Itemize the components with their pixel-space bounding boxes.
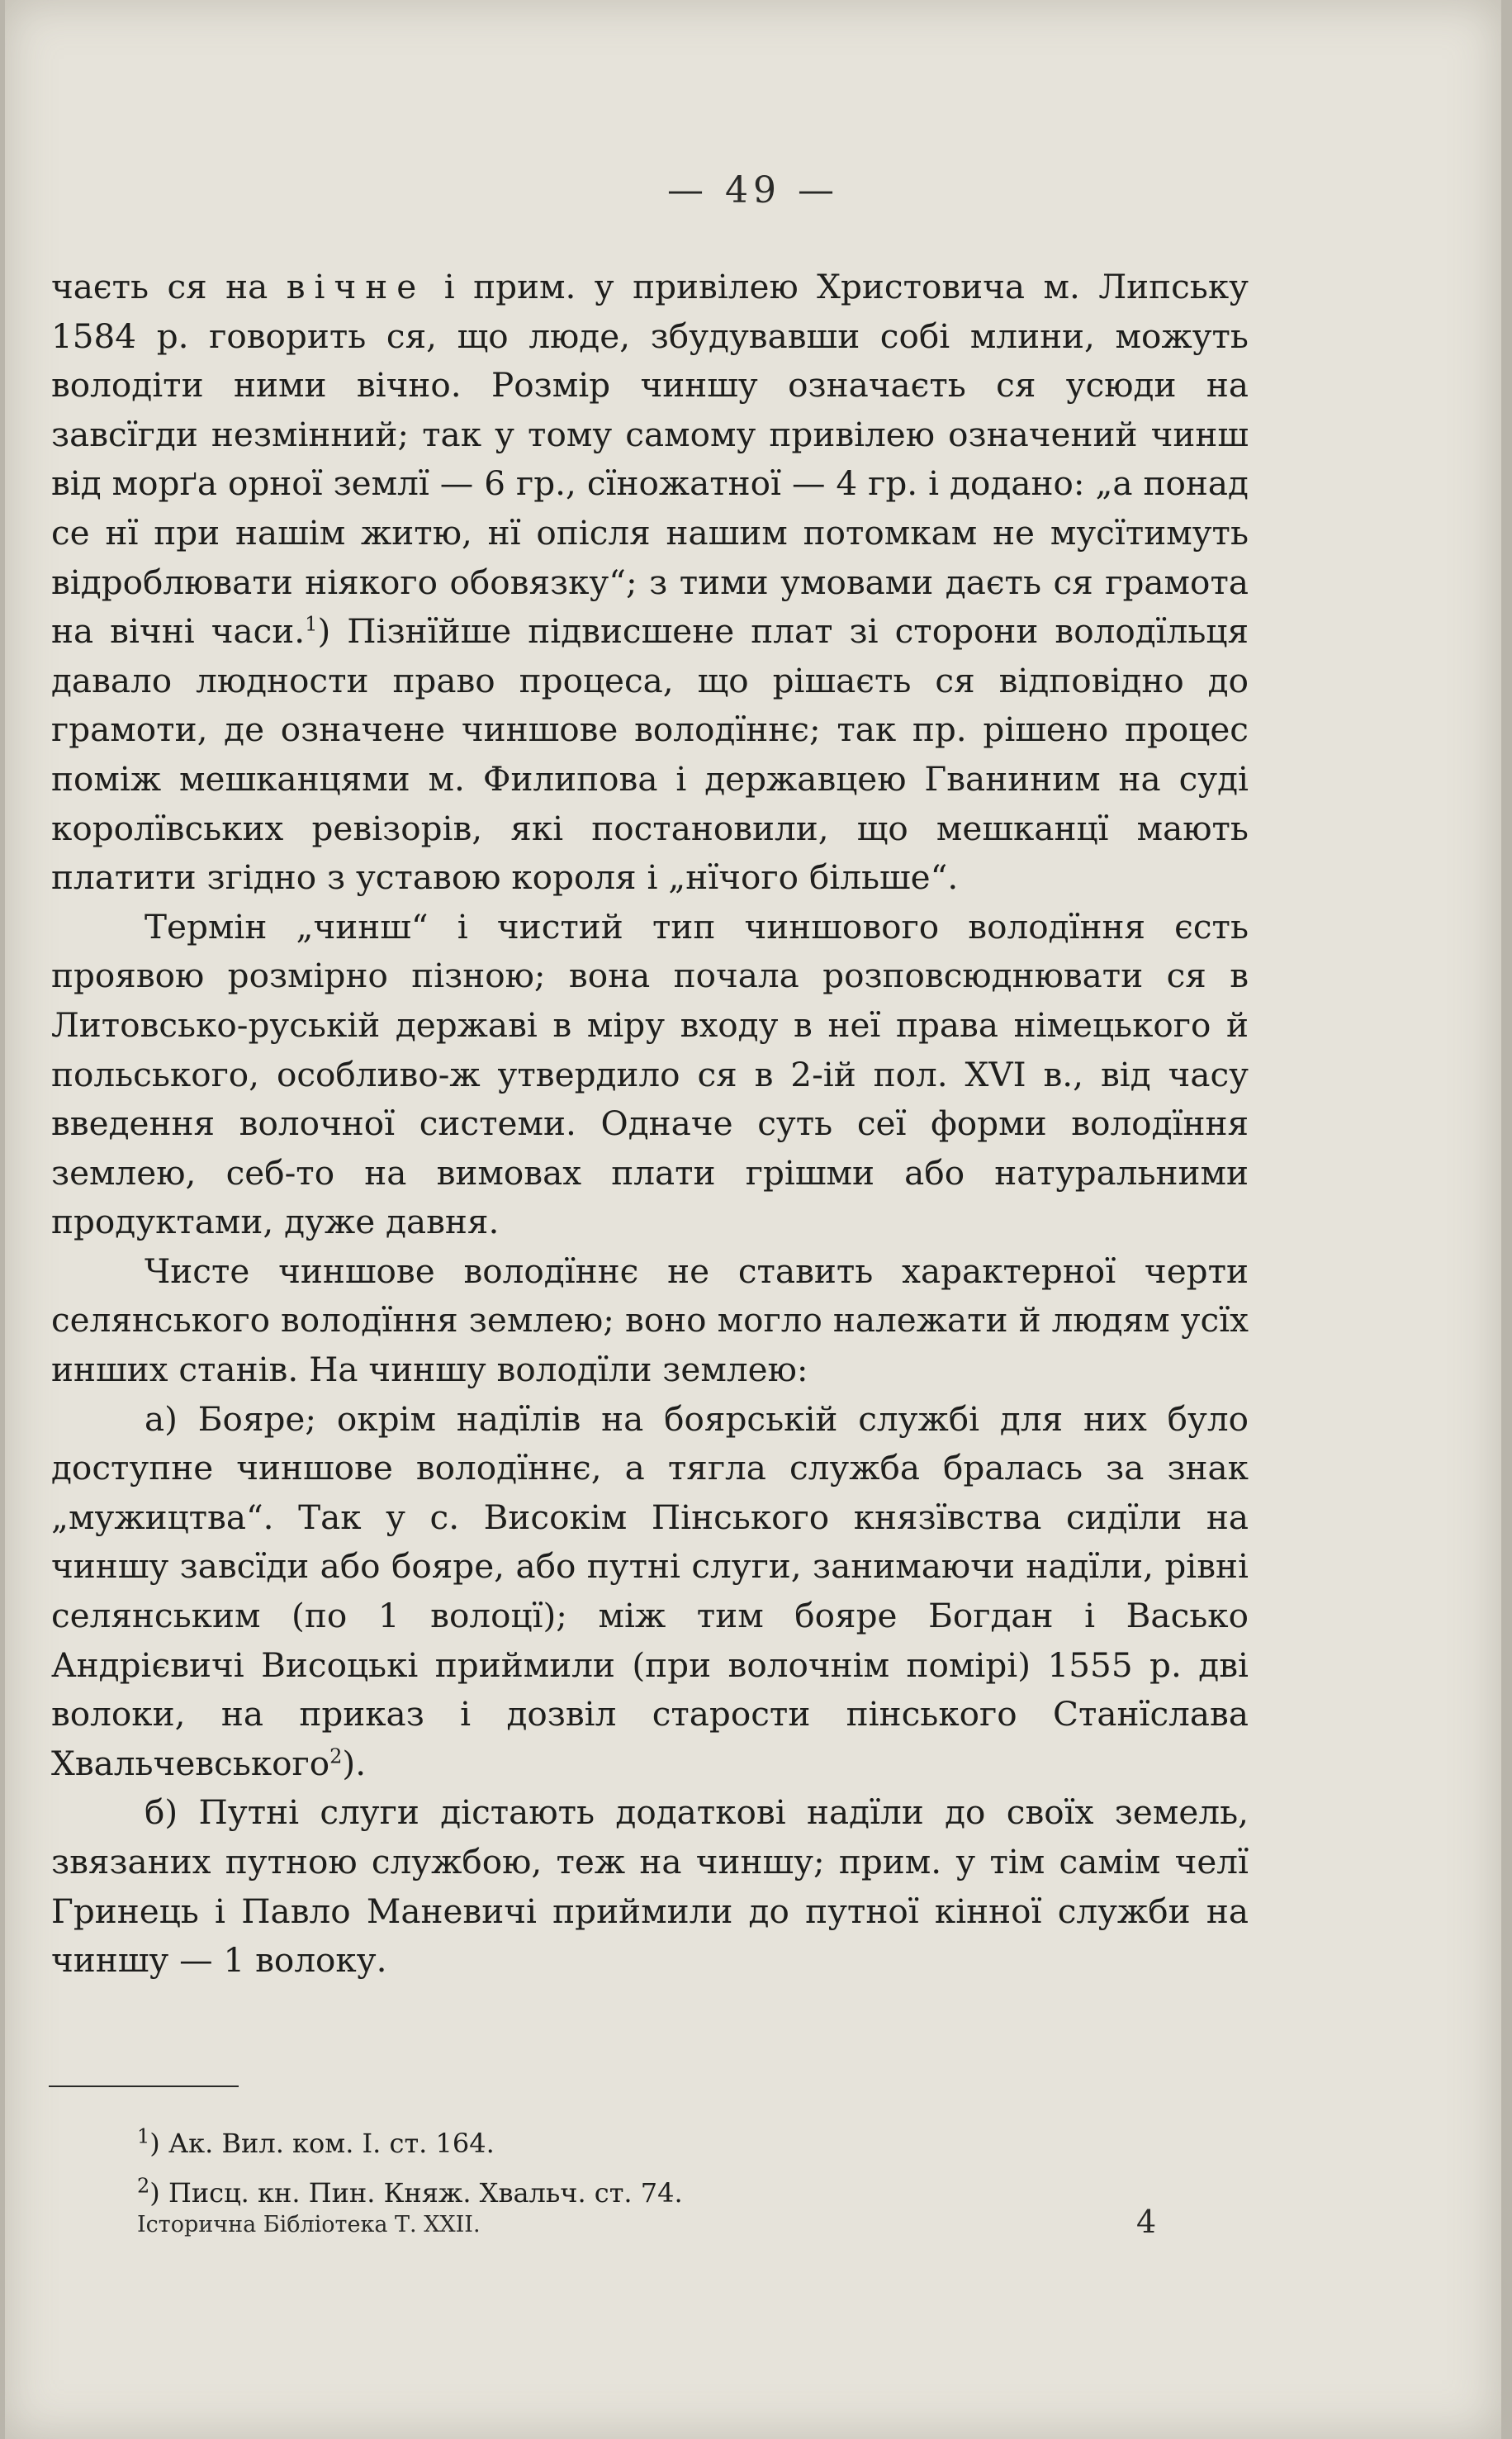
text-run: Чисте чиншове володїннє не ставить характерної черти селянського володїння землею; воно могло належати й людям усїх инших станів. На чиншу володїли землею:: [51, 1250, 1249, 1390]
footnote-mark: 1: [137, 2124, 150, 2148]
footnote: [137, 2119, 683, 2168]
spaced-emphasis: вічне: [286, 267, 426, 306]
footnote-text: ) Писц. кн. Пин. Княж. Хвальч. ст. 74.: [149, 2177, 683, 2209]
text-run: ).: [342, 1743, 367, 1783]
text-run: чаєть ся на: [51, 267, 287, 306]
book-page: [5, 0, 1501, 2439]
footer-series-title: Історична Бібліотека Т. XXII.: [137, 2212, 481, 2237]
body-text: [51, 263, 1249, 1986]
text-run: і прим. у привілею Христовича м. Липську 1584 р. говорить ся, що люде, збудувавши собі млини, можуть володіти ними вічно. Розмір чиншу означаєть ся усюди на завсїгди незмінний; так у тому самому привілею означений чинш від морґа орної землї — 6 гр., сїножатної — 4 гр. і додано: „а понад се нї при нашім житю, нї опісля нашим потомкам не мусїтимуть відроблювати ніякого обовязку“; з тими умовами даєть ся грамота на вічні часи.: [51, 267, 1249, 652]
page-number: — 49 —: [667, 169, 839, 211]
paragraph: [51, 903, 1249, 1247]
footnote-mark: 2: [137, 2174, 150, 2198]
paragraph: [51, 1395, 1249, 1789]
footnotes: [137, 2119, 683, 2218]
paragraph: [51, 1247, 1249, 1395]
paragraph: [51, 1788, 1249, 1985]
text-run: ) Пізнїйше підвисшене плат зі сторони володїльця давало людности право процеса, що рішаєть ся відповідно до грамоти, де означене чиншове володїннє; так пр. рішено процес поміж мешканцями м. Филипова і державцею Гваниним на суді королївських ревізорів, які постановили, що мешканцї мають платити згідно з уставою короля і „нїчого більше“.: [51, 611, 1249, 898]
footnote-reference: 2: [329, 1744, 343, 1768]
text-run: а) Бояре; окрім надїлів на боярській службі для них було доступне чиншове володїннє, а тягла служба бралась за знак „мужицтва“. Так у с. Високім Пінського князївства сидїли на чиншу завсїди або бояре, або путні слуги, занимаючи надїли, рівні селянським (по 1 волоцї); між тим бояре Богдан і Васько Андрієвичі Висоцькі приймили (при волочнім помірі) 1555 р. дві волоки, на приказ і дозвіл старости пінського Станїслава Хвальчевського: [51, 1398, 1249, 1783]
footnote-text: ) Ак. Вил. ком. I. ст. 164.: [149, 2128, 495, 2159]
paragraph: [51, 263, 1249, 903]
footer-signature-number: 4: [1136, 2204, 1157, 2240]
text-run: б) Путні слуги дістають додаткові надїли до своїх земель, звязаних путною службою, теж на чиншу; прим. у тім самім челї Гринець і Павло Маневичі приймили до путної кінної служби на чиншу — 1 волоку.: [51, 1792, 1249, 1981]
footnote-divider: [49, 2085, 239, 2087]
text-run: Термін „чинш“ і чистий тип чиншового володїння єсть проявою розмірно пізною; вона почала розповсюднювати ся в Литовсько-руській державі в міру входу в неї права німецького й польського, особливо-ж утвердило ся в 2-ій пол. XVI в., від часу введення волочної системи. Одначе суть сеї форми володїння землею, себ-то на вимовах плати грішми або натуральними продуктами, дуже давня.: [51, 906, 1249, 1242]
footnote: [137, 2168, 683, 2218]
footnote-reference: 1: [305, 612, 318, 636]
